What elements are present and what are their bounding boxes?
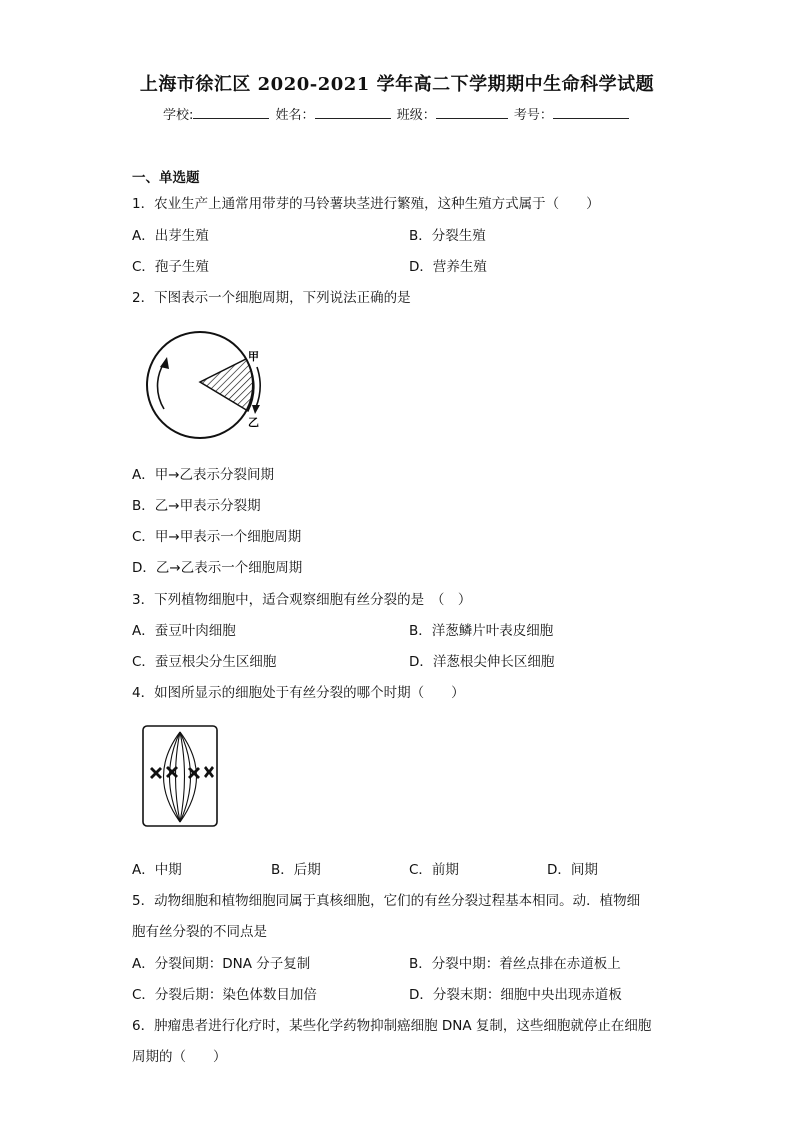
q5-stem-line2: 胞有丝分裂的不同点是: [132, 924, 267, 940]
q4-option-d[interactable]: D．间期: [547, 862, 598, 878]
q3-option-b[interactable]: B．洋葱鳞片叶表皮细胞: [409, 623, 554, 639]
q5-option-c[interactable]: C．分裂后期：染色体数目加倍: [132, 987, 317, 1003]
class-label: 班级：: [396, 108, 436, 123]
q1-option-d[interactable]: D．营养生殖: [409, 259, 487, 275]
q1-option-a[interactable]: A．出芽生殖: [132, 228, 209, 244]
q5-option-d[interactable]: D．分裂末期：细胞中央出现赤道板: [409, 987, 622, 1003]
arrow-left-arc: [158, 363, 164, 409]
q1-stem: 1．农业生产上通常用带芽的马铃薯块茎进行繁殖，这种生殖方式属于（ ）: [132, 196, 600, 212]
q3-option-c[interactable]: C．蚕豆根尖分生区细胞: [132, 654, 277, 670]
chromosomes: [150, 766, 214, 779]
q1-option-c[interactable]: C．孢子生殖: [132, 259, 209, 275]
page-title: 上海市徐汇区 2020-2021 学年高二下学期期中生命科学试题: [139, 74, 655, 95]
student-info-line: [163, 104, 631, 123]
arrow-left-head: [160, 357, 169, 369]
section-heading: 一、单选题: [132, 170, 200, 186]
q4-option-c[interactable]: C．前期: [409, 862, 459, 878]
q2-option-a[interactable]: A．甲→乙表示分裂间期: [132, 467, 275, 483]
q6-stem-line1: 6．肿瘤患者进行化疗时，某些化学药物抑制癌细胞 DNA 复制，这些细胞就停止在细胞: [132, 1018, 652, 1034]
arrow-right-head: [252, 405, 260, 414]
mitosis-cell-diagram: [141, 724, 221, 830]
q6-stem-line2: 周期的（ ）: [132, 1049, 227, 1065]
id-blank: [553, 106, 629, 119]
cell-cycle-diagram: [140, 325, 270, 445]
label-yi: 乙: [248, 416, 259, 429]
q2-option-c[interactable]: C．甲→甲表示一个细胞周期: [132, 529, 302, 545]
q4-stem: 4．如图所显示的细胞处于有丝分裂的哪个时期（ ）: [132, 685, 465, 701]
hatched-sector: [200, 359, 254, 411]
label-jia: 甲: [248, 350, 259, 363]
school-label: 学校:: [163, 108, 194, 123]
q4-option-a[interactable]: A．中期: [132, 862, 182, 878]
name-label: 姓名：: [275, 108, 315, 123]
name-blank: [315, 106, 391, 119]
q3-stem: 3．下列植物细胞中，适合观察细胞有丝分裂的是 （ ）: [132, 592, 472, 608]
q3-option-d[interactable]: D．洋葱根尖伸长区细胞: [409, 654, 555, 670]
q2-option-b[interactable]: B．乙→甲表示分裂期: [132, 498, 261, 514]
q4-option-b[interactable]: B．后期: [271, 862, 321, 878]
q5-option-a[interactable]: A．分裂间期：DNA 分子复制: [132, 956, 311, 972]
q2-stem: 2．下图表示一个细胞周期，下列说法正确的是: [132, 290, 411, 306]
arrow-right-arc: [256, 367, 260, 407]
q5-stem-line1: 5．动物细胞和植物细胞同属于真核细胞，它们的有丝分裂过程基本相同。动．植物细: [132, 893, 641, 909]
q2-option-d[interactable]: D．乙→乙表示一个细胞周期: [132, 560, 303, 576]
q5-option-b[interactable]: B．分裂中期：着丝点排在赤道板上: [409, 956, 621, 972]
school-blank: [193, 106, 269, 119]
class-blank: [436, 106, 508, 119]
q1-option-b[interactable]: B．分裂生殖: [409, 228, 486, 244]
id-label: 考号：: [513, 108, 553, 123]
q3-option-a[interactable]: A．蚕豆叶肉细胞: [132, 623, 236, 639]
